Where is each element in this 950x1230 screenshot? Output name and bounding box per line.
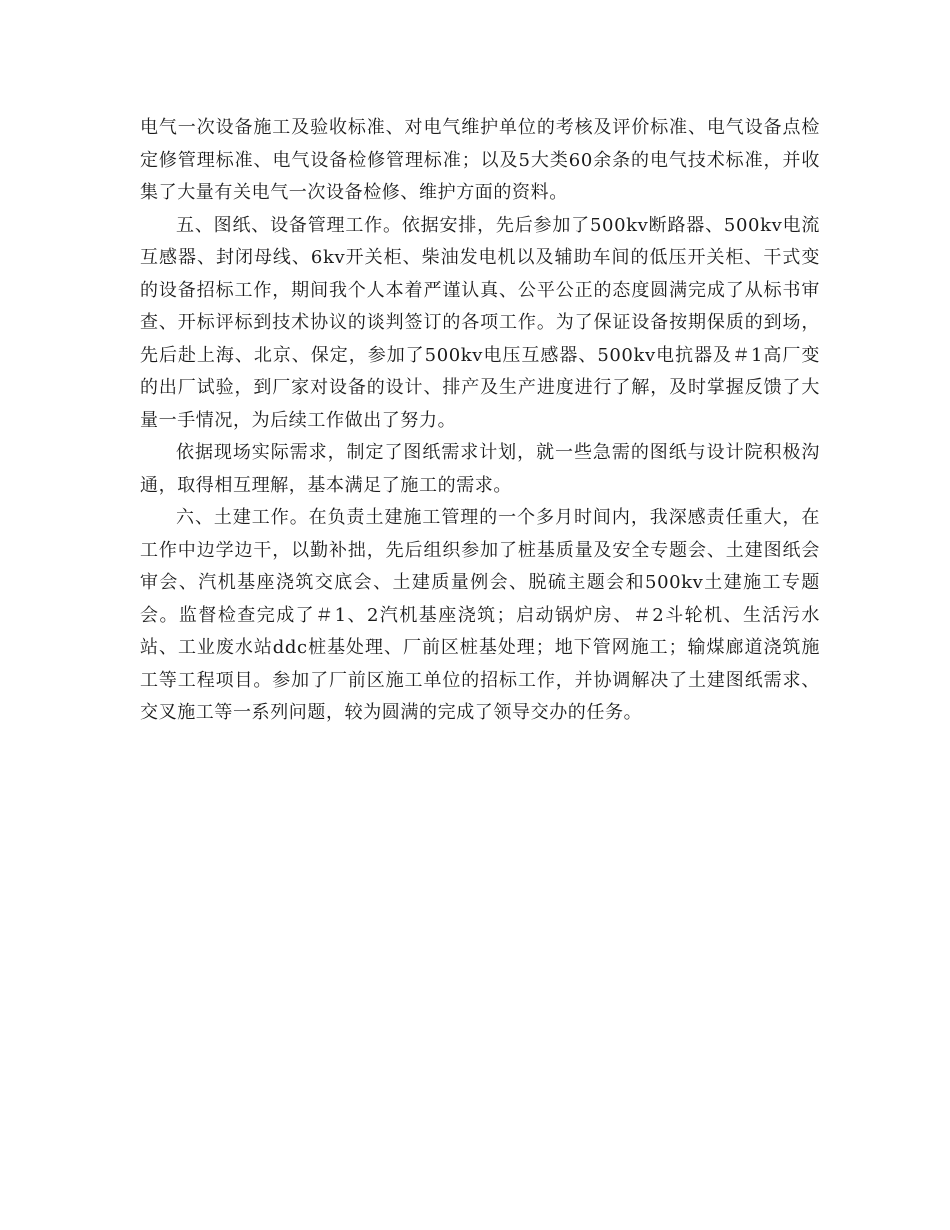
paragraph-civil-works: 六、土建工作。在负责土建施工管理的一个多月时间内，我深感责任重大，在工作中边学边干，以勤补拙，先后组织参加了桩基质量及安全专题会、土建图纸会审会、汽机基座浇筑交底会、土建质量例会、脱硫主题会和500kv土建施工专题会。监督检查完成了＃1、2汽机基座浇筑；启动锅炉房、＃2斗轮机、生活污水站、工业废水站ddc桩基处理、厂前区桩基处理；地下管网施工；输煤廊道浇筑施工等工程项目。参加了厂前区施工单位的招标工作，并协调解决了土建图纸需求、交叉施工等一系列问题，较为圆满的完成了领导交办的任务。 <box>140 507 820 723</box>
paragraph-standards-continued: 电气一次设备施工及验收标准、对电气维护单位的考核及评价标准、电气设备点检定修管理标准、电气设备检修管理标准；以及5大类60余条的电气技术标准，并收集了大量有关电气一次设备检修、维护方面的资料。 <box>140 117 820 203</box>
document-page <box>140 112 820 730</box>
paragraph-drawings-equipment: 五、图纸、设备管理工作。依据安排，先后参加了500kv断路器、500kv电流互感器、封闭母线、6kv开关柜、柴油发电机以及辅助车间的低压开关柜、干式变的设备招标工作，期间我个人本着严谨认真、公平公正的态度圆满完成了从标书审查、开标评标到技术协议的谈判签订的各项工作。为了保证设备按期保质的到场，先后赴上海、北京、保定，参加了500kv电压互感器、500kv电抗器及＃1高厂变的出厂试验，到厂家对设备的设计、排产及生产进度进行了解，及时掌握反馈了大量一手情况，为后续工作做出了努力。 <box>140 214 820 431</box>
paragraph-drawing-plan: 依据现场实际需求，制定了图纸需求计划，就一些急需的图纸与设计院积极沟通，取得相互理解，基本满足了施工的需求。 <box>140 442 820 496</box>
